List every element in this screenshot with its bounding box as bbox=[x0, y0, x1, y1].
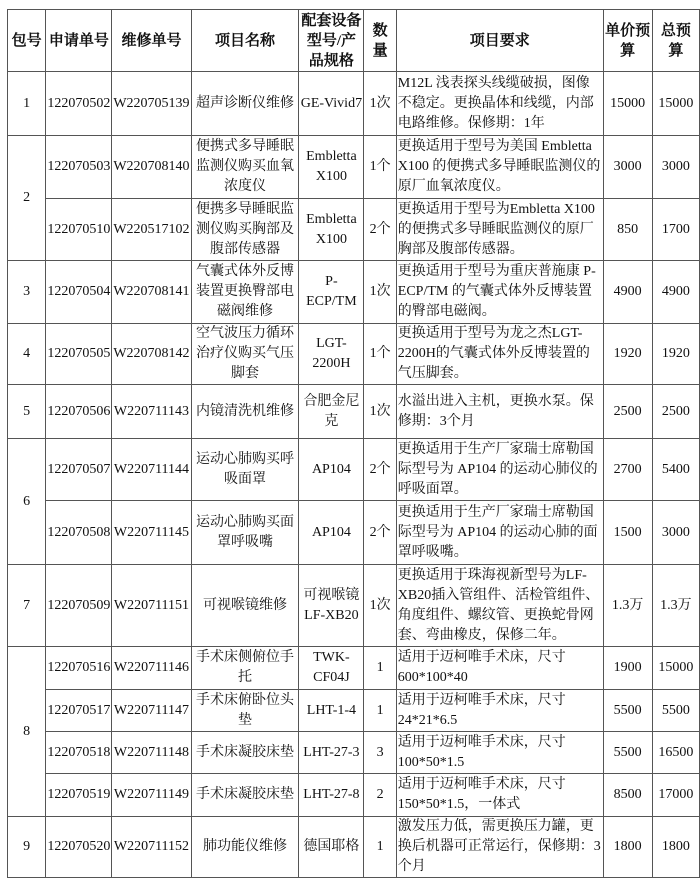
model-cell: LHT-1-4 bbox=[299, 690, 364, 732]
total-budget-cell: 5500 bbox=[652, 690, 699, 732]
repair-no-cell: W220711145 bbox=[112, 501, 191, 565]
apply-no-cell: 122070507 bbox=[46, 439, 112, 501]
item-name-cell: 内镜清洗机维修 bbox=[191, 385, 299, 439]
package-number: 2 bbox=[8, 136, 46, 261]
apply-no-cell: 122070506 bbox=[46, 385, 112, 439]
model-cell: LGT-2200H bbox=[299, 324, 364, 385]
header-model: 配套设备型号/产品规格 bbox=[299, 10, 364, 72]
quantity-cell: 1 bbox=[364, 690, 396, 732]
requirement-cell: 适用于迈柯唯手术床，尺寸 24*21*6.5 bbox=[396, 690, 603, 732]
unit-price-cell: 1900 bbox=[603, 647, 652, 690]
quantity-cell: 1次 bbox=[364, 565, 396, 647]
repair-no-cell: W220705139 bbox=[112, 72, 191, 136]
package-number: 1 bbox=[8, 72, 46, 136]
model-cell: 可视喉镜LF-XB20 bbox=[299, 565, 364, 647]
model-cell: 德国耶格 bbox=[299, 817, 364, 878]
table-row bbox=[8, 439, 700, 501]
requirement-cell: 更换适用于生产厂家瑞士席勒国际型号为 AP104 的运动心肺的面罩呼吸嘴。 bbox=[396, 501, 603, 565]
apply-no-cell: 122070505 bbox=[46, 324, 112, 385]
item-name-cell: 手术床凝胶床垫 bbox=[191, 774, 299, 817]
quantity-cell: 3 bbox=[364, 732, 396, 774]
total-budget-cell: 2500 bbox=[652, 385, 699, 439]
header-apply-no: 申请单号 bbox=[46, 10, 112, 72]
total-budget-cell: 17000 bbox=[652, 774, 699, 817]
table-row bbox=[8, 817, 700, 878]
apply-no-cell: 122070504 bbox=[46, 261, 112, 324]
model-cell: LHT-27-8 bbox=[299, 774, 364, 817]
quantity-cell: 1个 bbox=[364, 136, 396, 199]
model-cell: LHT-27-3 bbox=[299, 732, 364, 774]
repair-no-cell: W220517102 bbox=[112, 199, 191, 261]
requirement-cell: 激发压力低，需更换压力罐，更换后机器可正常运行，保修期：3个月 bbox=[396, 817, 603, 878]
apply-no-cell: 122070508 bbox=[46, 501, 112, 565]
model-cell: Embletta X100 bbox=[299, 136, 364, 199]
package-number: 7 bbox=[8, 565, 46, 647]
unit-price-cell: 15000 bbox=[603, 72, 652, 136]
item-name-cell: 运动心肺购买面罩呼吸嘴 bbox=[191, 501, 299, 565]
apply-no-cell: 122070519 bbox=[46, 774, 112, 817]
requirement-cell: 适用于迈柯唯手术床，尺寸 100*50*1.5 bbox=[396, 732, 603, 774]
repair-no-cell: W220711144 bbox=[112, 439, 191, 501]
item-name-cell: 空气波压力循环治疗仪购买气压脚套 bbox=[191, 324, 299, 385]
model-cell: 合肥金尼克 bbox=[299, 385, 364, 439]
apply-no-cell: 122070503 bbox=[46, 136, 112, 199]
repair-budget-table bbox=[7, 9, 700, 878]
unit-price-cell: 3000 bbox=[603, 136, 652, 199]
apply-no-cell: 122070517 bbox=[46, 690, 112, 732]
header-repair-no: 维修单号 bbox=[112, 10, 191, 72]
requirement-cell: 更换适用于型号为Embletta X100的便携式多导睡眠监测仪的原厂胸部及腹部传感器。 bbox=[396, 199, 603, 261]
requirement-cell: 更换适用于型号为美国 Embletta X100 的便携式多导睡眠监测仪的原厂血氧浓度仪。 bbox=[396, 136, 603, 199]
repair-no-cell: W220711152 bbox=[112, 817, 191, 878]
model-cell: GE-Vivid7 bbox=[299, 72, 364, 136]
table-row bbox=[8, 324, 700, 385]
table-row bbox=[8, 774, 700, 817]
total-budget-cell: 3000 bbox=[652, 501, 699, 565]
repair-no-cell: W220711148 bbox=[112, 732, 191, 774]
repair-no-cell: W220708142 bbox=[112, 324, 191, 385]
repair-no-cell: W220711147 bbox=[112, 690, 191, 732]
apply-no-cell: 122070502 bbox=[46, 72, 112, 136]
model-cell: AP104 bbox=[299, 439, 364, 501]
package-number: 3 bbox=[8, 261, 46, 324]
total-budget-cell: 16500 bbox=[652, 732, 699, 774]
header-total: 总预算 bbox=[652, 10, 699, 72]
quantity-cell: 1次 bbox=[364, 72, 396, 136]
quantity-cell: 1 bbox=[364, 817, 396, 878]
package-number: 8 bbox=[8, 647, 46, 817]
unit-price-cell: 8500 bbox=[603, 774, 652, 817]
unit-price-cell: 850 bbox=[603, 199, 652, 261]
requirement-cell: 更换适用于型号为重庆普施康 P-ECP/TM 的气囊式体外反博装置的臀部电磁阀。 bbox=[396, 261, 603, 324]
item-name-cell: 便携式多导睡眠监测仪购买血氧浓度仪 bbox=[191, 136, 299, 199]
model-cell: P-ECP/TM bbox=[299, 261, 364, 324]
total-budget-cell: 3000 bbox=[652, 136, 699, 199]
package-number: 6 bbox=[8, 439, 46, 565]
apply-no-cell: 122070516 bbox=[46, 647, 112, 690]
unit-price-cell: 1800 bbox=[603, 817, 652, 878]
table-row bbox=[8, 565, 700, 647]
header-item-name: 项目名称 bbox=[191, 10, 299, 72]
unit-price-cell: 2500 bbox=[603, 385, 652, 439]
item-name-cell: 运动心肺购买呼吸面罩 bbox=[191, 439, 299, 501]
quantity-cell: 2个 bbox=[364, 439, 396, 501]
item-name-cell: 气囊式体外反博装置更换臀部电磁阀维修 bbox=[191, 261, 299, 324]
requirement-cell: 适用于迈柯唯手术床，尺寸 150*50*1.5，一体式 bbox=[396, 774, 603, 817]
item-name-cell: 手术床凝胶床垫 bbox=[191, 732, 299, 774]
item-name-cell: 便携多导睡眠监测仪购买胸部及腹部传感器 bbox=[191, 199, 299, 261]
apply-no-cell: 122070520 bbox=[46, 817, 112, 878]
table-row bbox=[8, 501, 700, 565]
unit-price-cell: 4900 bbox=[603, 261, 652, 324]
requirement-cell: 更换适用于珠海视新型号为LF-XB20插入管组件、活检管组件、角度组件、螺纹管、更换蛇骨网套、弯曲橡皮，保修二年。 bbox=[396, 565, 603, 647]
quantity-cell: 2 bbox=[364, 774, 396, 817]
requirement-cell: 更换适用于生产厂家瑞士席勒国际型号为 AP104 的运动心肺仪的呼吸面罩。 bbox=[396, 439, 603, 501]
quantity-cell: 1次 bbox=[364, 385, 396, 439]
quantity-cell: 2个 bbox=[364, 199, 396, 261]
apply-no-cell: 122070518 bbox=[46, 732, 112, 774]
item-name-cell: 可视喉镜维修 bbox=[191, 565, 299, 647]
total-budget-cell: 1700 bbox=[652, 199, 699, 261]
quantity-cell: 1个 bbox=[364, 324, 396, 385]
table-row bbox=[8, 647, 700, 690]
header-package: 包号 bbox=[8, 10, 46, 72]
table-row bbox=[8, 690, 700, 732]
table-row bbox=[8, 72, 700, 136]
item-name-cell: 肺功能仪维修 bbox=[191, 817, 299, 878]
header-unit-price: 单价预算 bbox=[603, 10, 652, 72]
table-row bbox=[8, 136, 700, 199]
quantity-cell: 2个 bbox=[364, 501, 396, 565]
unit-price-cell: 5500 bbox=[603, 732, 652, 774]
item-name-cell: 手术床俯卧位头垫 bbox=[191, 690, 299, 732]
model-cell: TWK-CF04J bbox=[299, 647, 364, 690]
total-budget-cell: 1.3万 bbox=[652, 565, 699, 647]
table-row bbox=[8, 261, 700, 324]
item-name-cell: 手术床侧俯位手托 bbox=[191, 647, 299, 690]
table-row bbox=[8, 732, 700, 774]
quantity-cell: 1 bbox=[364, 647, 396, 690]
unit-price-cell: 1.3万 bbox=[603, 565, 652, 647]
repair-no-cell: W220711149 bbox=[112, 774, 191, 817]
repair-no-cell: W220708140 bbox=[112, 136, 191, 199]
total-budget-cell: 4900 bbox=[652, 261, 699, 324]
apply-no-cell: 122070509 bbox=[46, 565, 112, 647]
package-number: 4 bbox=[8, 324, 46, 385]
total-budget-cell: 15000 bbox=[652, 72, 699, 136]
total-budget-cell: 15000 bbox=[652, 647, 699, 690]
total-budget-cell: 5400 bbox=[652, 439, 699, 501]
repair-no-cell: W220711143 bbox=[112, 385, 191, 439]
table-row bbox=[8, 199, 700, 261]
requirement-cell: 更换适用于型号为龙之杰LGT-2200H的气囊式体外反博装置的气压脚套。 bbox=[396, 324, 603, 385]
header-quantity: 数量 bbox=[364, 10, 396, 72]
total-budget-cell: 1920 bbox=[652, 324, 699, 385]
model-cell: Embletta X100 bbox=[299, 199, 364, 261]
apply-no-cell: 122070510 bbox=[46, 199, 112, 261]
header-requirement: 项目要求 bbox=[396, 10, 603, 72]
unit-price-cell: 1500 bbox=[603, 501, 652, 565]
package-number: 5 bbox=[8, 385, 46, 439]
package-number: 9 bbox=[8, 817, 46, 878]
unit-price-cell: 2700 bbox=[603, 439, 652, 501]
unit-price-cell: 1920 bbox=[603, 324, 652, 385]
table-body bbox=[8, 72, 700, 878]
requirement-cell: 适用于迈柯唯手术床，尺寸 600*100*40 bbox=[396, 647, 603, 690]
requirement-cell: 水溢出进入主机，更换水泵。保修期：3个月 bbox=[396, 385, 603, 439]
item-name-cell: 超声诊断仪维修 bbox=[191, 72, 299, 136]
repair-no-cell: W220711146 bbox=[112, 647, 191, 690]
model-cell: AP104 bbox=[299, 501, 364, 565]
total-budget-cell: 1800 bbox=[652, 817, 699, 878]
header-row bbox=[8, 10, 700, 72]
repair-no-cell: W220711151 bbox=[112, 565, 191, 647]
quantity-cell: 1次 bbox=[364, 261, 396, 324]
repair-no-cell: W220708141 bbox=[112, 261, 191, 324]
table-row bbox=[8, 385, 700, 439]
requirement-cell: M12L 浅表探头线缆破损，图像不稳定。更换晶体和线缆，内部电路维修。保修期：1年 bbox=[396, 72, 603, 136]
unit-price-cell: 5500 bbox=[603, 690, 652, 732]
